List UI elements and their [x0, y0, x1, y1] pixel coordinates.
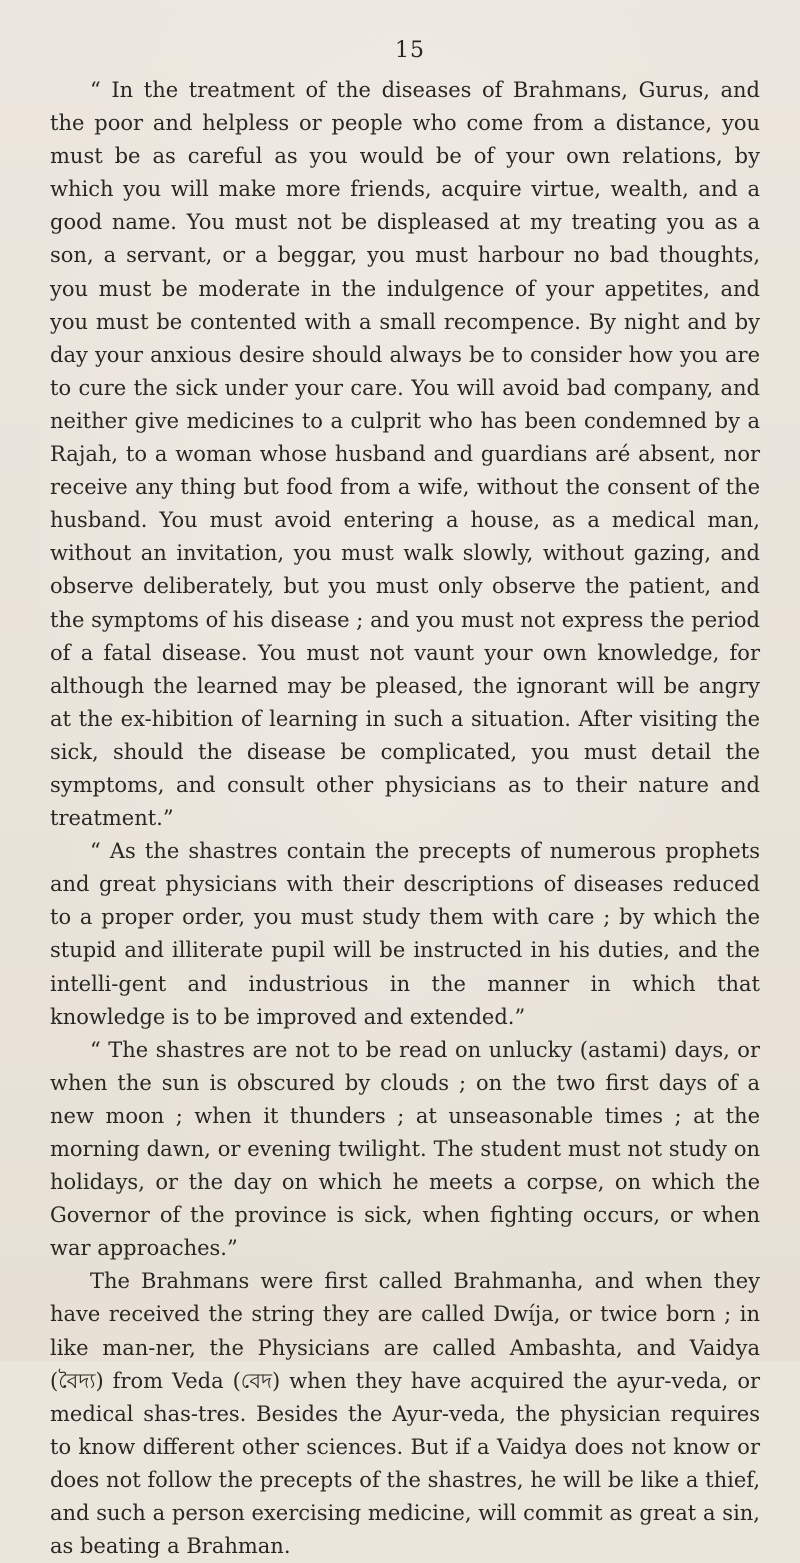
- body-text: [50, 74, 760, 1563]
- page-number: 15: [395, 38, 425, 63]
- paragraph-brahmans-vaidya: The Brahmans were first called Brahmanha, and when they have received the string they are called Dwíja, or twice born ; in like man-ner, the Physicians are called Ambashta, and Vaidya (বৈদ্য) from Veda (বেদ) when they have acquired the ayur-veda, or medical shas-tres. Besides the Ayur-veda, the physician requires to know different other sciences. But if a Vaidya does not know or does not follow the precepts of the shastres, he will be like a thief, and such a person exercising medicine, will commit as great a sin, as beating a Brahman.: [50, 1269, 760, 1559]
- paragraph-shastres-study: “ As the shastres contain the precepts of numerous prophets and great physicians with their descriptions of diseases reduced to a proper order, you must study them with care ; by which the stupid and illiterate pupil will be instructed in his duties, and the intelli-gent and industrious in the manner in which that knowledge is to be improved and extended.”: [50, 839, 760, 1029]
- paragraph-reading-days: “ The shastres are not to be read on unlucky (astami) days, or when the sun is obscured by clouds ; on the two first days of a new moon ; when it thunders ; at unseasonable times ; at the morning dawn, or evening twilight. The student must not study on holidays, or the day on which he meets a corpse, on which the Governor of the province is sick, when fighting occurs, or when war approaches.”: [50, 1037, 760, 1261]
- paragraph-treatment-conduct: “ In the treatment of the diseases of Brahmans, Gurus, and the poor and helpless or people who come from a distance, you must be as careful as you would be of your own relations, by which you will make more friends, acquire virtue, wealth, and a good name. You must not be displeased at my treating you as a son, a servant, or a beggar, you must harbour no bad thoughts, you must be moderate in the indulgence of your appetites, and you must be contented with a small recompence. By night and by day your anxious desire should always be to consider how you are to cure the sick under your care. You will avoid bad company, and neither give medicines to a culprit who has been condemned by a Rajah, to a woman whose husband and guardians aré absent, nor receive any thing but food from a wife, without the consent of the husband. You must avoid entering a house, as a medical man, without an invitation, you must walk slowly, without gazing, and observe deliberately, but you must only observe the patient, and the symptoms of his disease ; and you must not express the period of a fatal disease. You must not vaunt your own knowledge, for although the learned may be pleased, the ignorant will be angry at the ex-hibition of learning in such a situation. After visiting the sick, should the disease be complicated, you must detail the symptoms, and consult other physicians as to their nature and treatment.”: [50, 78, 760, 831]
